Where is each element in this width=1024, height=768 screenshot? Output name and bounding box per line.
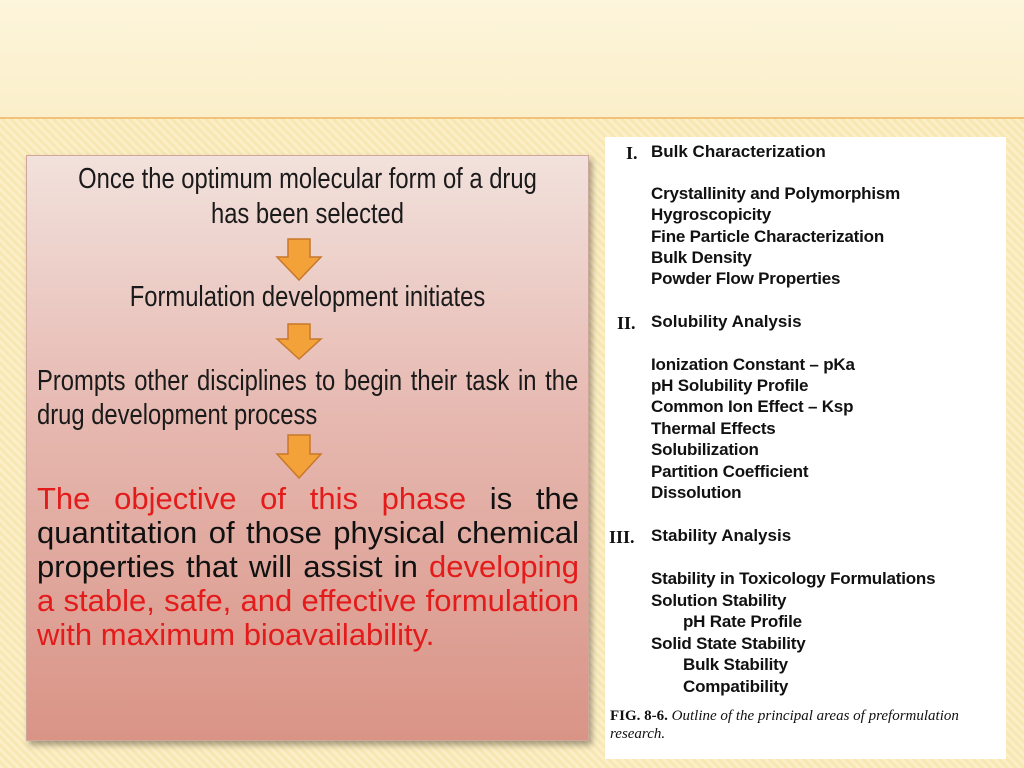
slide-title-band xyxy=(0,0,1024,118)
objective-paragraph xyxy=(37,482,579,652)
section-title: Bulk Characterization xyxy=(651,142,826,161)
figure-caption xyxy=(610,707,995,743)
list-item: Ionization Constant – pKa xyxy=(651,355,855,374)
list-item: Thermal Effects xyxy=(651,419,776,438)
down-arrow-icon xyxy=(275,434,323,480)
list-item: Compatibility xyxy=(683,677,789,696)
caption-label: FIG. 8-6. xyxy=(610,708,668,724)
step-formulation xyxy=(27,280,588,315)
list-item: Powder Flow Properties xyxy=(651,269,841,288)
list-item: Solubilization xyxy=(651,440,759,459)
step-selected-form xyxy=(27,162,588,232)
section-numeral: I. xyxy=(626,143,638,163)
list-item: Dissolution xyxy=(651,483,742,502)
flow-panel xyxy=(26,155,589,741)
down-arrow-icon xyxy=(275,323,323,361)
list-item: Fine Particle Characterization xyxy=(651,227,885,246)
list-item: pH Solubility Profile xyxy=(651,376,809,395)
section-title: Stability Analysis xyxy=(651,526,792,545)
objective-middle: is the quantitation of those physical chemical properties that will assist in xyxy=(37,481,579,584)
title-divider xyxy=(0,117,1024,119)
step-formulation-text: Formulation development initiates xyxy=(129,281,486,313)
section-title: Solubility Analysis xyxy=(651,312,802,331)
section-numeral: II. xyxy=(617,313,636,333)
caption-text: Outline of the principal areas of preformulation research. xyxy=(610,708,959,742)
objective-goal: developing a stable, safe, and effective formulation with maximum bioavailability. xyxy=(37,549,579,652)
step-selected-form-text: Once the optimum molecular form of a drug has been selected xyxy=(78,163,537,230)
down-arrow-icon xyxy=(275,238,323,282)
list-item: Common Ion Effect – Ksp xyxy=(651,397,854,416)
list-item: Bulk Density xyxy=(651,248,752,267)
list-item: pH Rate Profile xyxy=(683,612,802,631)
step-prompts xyxy=(37,364,579,432)
step-prompts-text: Prompts other disciplines to begin their task in the drug development process xyxy=(37,365,579,431)
list-item: Partition Coefficient xyxy=(651,462,809,481)
list-item: Crystallinity and Polymorphism xyxy=(651,184,901,203)
list-item: Solution Stability xyxy=(651,591,787,610)
preformulation-figure xyxy=(605,137,1006,759)
list-item: Solid State Stability xyxy=(651,634,806,653)
section-numeral: III. xyxy=(609,527,635,547)
list-item: Bulk Stability xyxy=(683,655,788,674)
list-item: Stability in Toxicology Formulations xyxy=(651,569,936,588)
list-item: Hygroscopicity xyxy=(651,205,772,224)
objective-lead: The objective of this phase xyxy=(37,481,467,516)
